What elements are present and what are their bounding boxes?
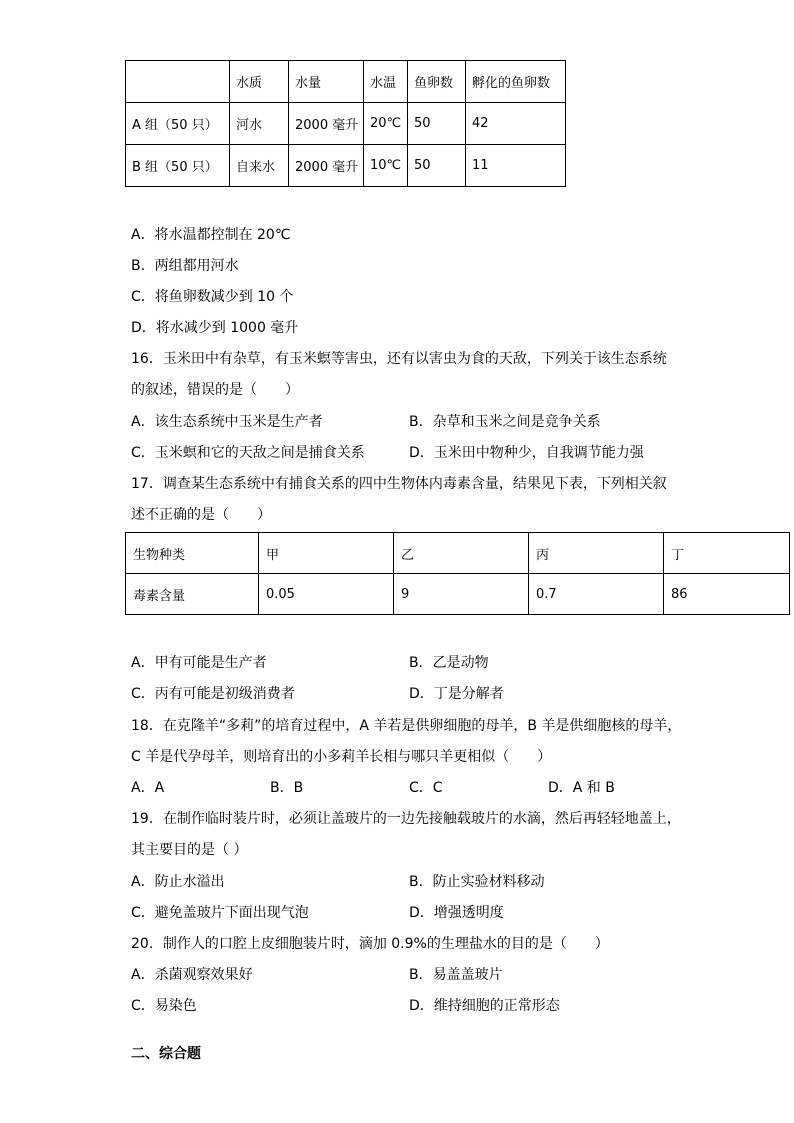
table-row: [126, 145, 566, 187]
experiment-table: [125, 60, 566, 187]
table-row: [126, 103, 566, 145]
q20-stem: 20．制作人的口腔上皮细胞装片时，滴加 0.9%的生理盐水的目的是（ ）: [131, 936, 609, 952]
table-cell: A 组（50 只）: [126, 103, 230, 145]
section-title: 二、综合题: [131, 1046, 201, 1062]
table-cell: 2000 毫升: [289, 103, 364, 145]
q19-option-a: A．防止水溢出: [131, 874, 225, 890]
q17-option-b: B．乙是动物: [409, 655, 489, 671]
q20-option-a: A．杀菌观察效果好: [131, 967, 253, 983]
q18-option-b: B．B: [270, 780, 304, 796]
table-row: [126, 533, 790, 574]
q19-option-c: C．避免盖玻片下面出现气泡: [131, 905, 309, 921]
q19-stem: 19．在制作临时装片时，必须让盖玻片的一边先接触载玻片的水滴，然后再轻轻地盖上，: [131, 811, 681, 827]
table-cell: 自来水: [230, 145, 289, 187]
table-cell: 20℃: [364, 103, 408, 145]
table-cell: 水量: [289, 61, 364, 103]
q19-option-d: D．增强透明度: [409, 905, 504, 921]
table-cell: 乙: [394, 533, 529, 574]
table-cell: 0.7: [529, 574, 664, 615]
table-cell: 2000 毫升: [289, 145, 364, 187]
table-cell: 11: [466, 145, 566, 187]
q18-option-d: D．A 和 B: [548, 780, 615, 796]
q20-option-d: D．维持细胞的正常形态: [409, 998, 560, 1014]
table-cell: 50: [408, 103, 466, 145]
q16-option-a: A．该生态系统中玉米是生产者: [131, 414, 323, 430]
table-cell: 鱼卵数: [408, 61, 466, 103]
table-cell: B 组（50 只）: [126, 145, 230, 187]
table-cell: 生物种类: [126, 533, 259, 574]
table-cell: 9: [394, 574, 529, 615]
table-cell: 水温: [364, 61, 408, 103]
q17-stem: 17．调查某生态系统中有捕食关系的四中生物体内毒素含量，结果见下表，下列相关叙: [131, 476, 667, 492]
table-cell: 河水: [230, 103, 289, 145]
q20-option-b: B．易盖盖玻片: [409, 967, 503, 983]
q17-option-d: D．丁是分解者: [409, 686, 504, 702]
q15-option-a: A．将水温都控制在 20℃: [131, 227, 291, 243]
table-cell: 孵化的鱼卵数: [466, 61, 566, 103]
table-row: [126, 574, 790, 615]
q15-option-c: C．将鱼卵数减少到 10 个: [131, 289, 294, 305]
q17-option-c: C．丙有可能是初级消费者: [131, 686, 295, 702]
q18-option-c: C．C: [409, 780, 443, 796]
q15-option-b: B．两组都用河水: [131, 258, 239, 274]
table-cell: 丙: [529, 533, 664, 574]
table-cell: 丁: [664, 533, 790, 574]
q17-stem-cont: 述不正确的是（ ）: [131, 507, 271, 523]
q16-option-d: D．玉米田中物种少，自我调节能力强: [409, 445, 644, 461]
q19-option-b: B．防止实验材料移动: [409, 874, 545, 890]
table-cell: 42: [466, 103, 566, 145]
table-cell: 0.05: [259, 574, 394, 615]
table-header-row: [126, 61, 566, 103]
q16-option-c: C．玉米螟和它的天敌之间是捕食关系: [131, 445, 365, 461]
q18-option-a: A．A: [131, 780, 165, 796]
table-cell: 10℃: [364, 145, 408, 187]
q17-option-a: A．甲有可能是生产者: [131, 655, 267, 671]
table-cell: 50: [408, 145, 466, 187]
table-cell: 毒素含量: [126, 574, 259, 615]
q20-option-c: C．易染色: [131, 998, 197, 1014]
q15-option-d: D．将水减少到 1000 毫升: [131, 320, 299, 336]
table-cell: 甲: [259, 533, 394, 574]
q18-stem-cont: C 羊是代孕母羊，则培育出的小多莉羊长相与哪只羊更相似（ ）: [131, 749, 552, 765]
q16-option-b: B．杂草和玉米之间是竞争关系: [409, 414, 601, 430]
table-cell: [126, 61, 230, 103]
table-cell: 86: [664, 574, 790, 615]
q19-stem-cont: 其主要目的是（ ）: [131, 842, 248, 858]
table-cell: 水质: [230, 61, 289, 103]
q18-stem: 18．在克隆羊“多莉”的培育过程中，A 羊若是供卵细胞的母羊，B 羊是供细胞核的母羊，: [131, 718, 682, 734]
q16-stem: 16．玉米田中有杂草，有玉米螟等害虫，还有以害虫为食的天敌，下列关于该生态系统: [131, 351, 667, 367]
toxin-table: [125, 532, 790, 615]
q16-stem-cont: 的叙述，错误的是（ ）: [131, 382, 299, 398]
